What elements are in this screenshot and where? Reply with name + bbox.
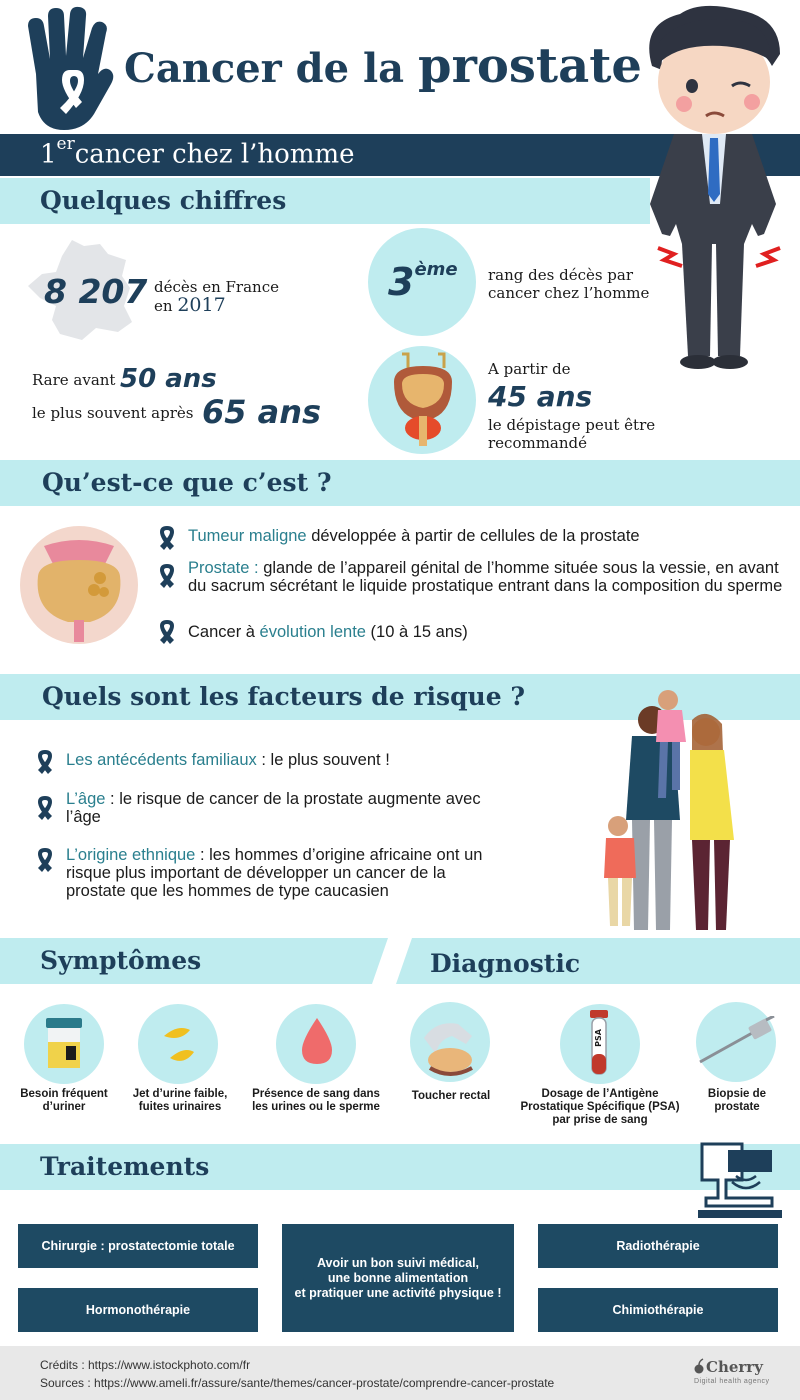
page-title: Cancer de la prostate — [124, 38, 642, 94]
tube-label: PSA — [594, 1029, 603, 1047]
footer — [0, 1346, 800, 1400]
section-title-diagnostic: Diagnostic — [430, 949, 581, 978]
screening-text: le dépistage peut être recommandé — [488, 416, 656, 452]
urine-sample-icon — [44, 1018, 84, 1070]
diagnostic-label: Biopsie de prostate — [707, 1088, 767, 1113]
ribbon-icon — [158, 562, 176, 590]
urine-drops-icon — [158, 1020, 198, 1070]
treatment-box-chirurgie: Chirurgie : prostatectomie totale — [18, 1224, 258, 1268]
quoi-item-1: Tumeur maligne développée à partir de cellules de la prostate — [188, 527, 640, 545]
screening-prefix: A partir de — [488, 360, 571, 378]
prostate-illustration — [20, 526, 138, 644]
glove-hand-icon — [414, 1010, 486, 1080]
ribbon-icon — [158, 618, 176, 646]
man-in-pain-illustration — [640, 4, 800, 374]
treatment-box-chimiotherapie: Chimiothérapie — [538, 1288, 778, 1332]
test-tube-icon — [586, 1010, 612, 1078]
ribbon-icon — [36, 748, 54, 776]
often-age: 65 ans — [202, 393, 322, 431]
subtitle: 1ercancer chez l’homme — [40, 134, 355, 170]
sources-text: Sources : https://www.ameli.fr/assure/sante/themes/cancer-prostate/comprendre-cancer-prostate — [40, 1376, 555, 1390]
diagnostic-label: Toucher rectal — [411, 1090, 491, 1102]
rank-number: 3ème — [388, 259, 458, 304]
rank-text: rang des décès par cancer chez l’homme — [488, 266, 650, 302]
rare-label: Rare avant — [32, 371, 116, 389]
credits-text: Crédits : https://www.istockphoto.com/fr — [40, 1358, 251, 1372]
deaths-text: décès en France en 2017 — [154, 278, 279, 316]
quoi-item-3: Cancer à évolution lente (10 à 15 ans) — [188, 623, 468, 641]
section-title-chiffres: Quelques chiffres — [40, 186, 287, 215]
symptom-label: Jet d’urine faible, fuites urinaires — [132, 1088, 228, 1113]
cherry-logo-icon — [692, 1358, 706, 1374]
section-title-risques: Quels sont les facteurs de risque ? — [42, 682, 525, 711]
ribbon-icon — [36, 846, 54, 874]
treatment-box-hormonotherapie: Hormonothérapie — [18, 1288, 258, 1332]
treatment-box-radiotherapie: Radiothérapie — [538, 1224, 778, 1268]
symptom-label: Présence de sang dans les urines ou le sperme — [252, 1088, 380, 1113]
brand-tagline: Digital health agency — [694, 1378, 770, 1385]
radiotherapy-machine-icon — [692, 1140, 786, 1224]
rare-age: 50 ans — [120, 364, 217, 394]
hand-ribbon-logo-icon — [18, 4, 118, 134]
risk-item-2: L’âge : le risque de cancer de la prostate augmente avec l’âge — [66, 790, 481, 826]
screening-age: 45 ans — [488, 380, 593, 413]
deaths-number: 8 207 — [44, 272, 148, 311]
ribbon-icon — [158, 524, 176, 552]
biopsy-needle-icon — [696, 1016, 776, 1068]
risk-item-3: L’origine ethnique : les hommes d’origine africaine ont un risque plus important de développer un cancer de la prostate que les hommes de type caucasien — [66, 846, 483, 900]
risk-item-1: Les antécédents familiaux : le plus souvent ! — [66, 751, 390, 769]
family-illustration — [596, 680, 746, 936]
quoi-item-2: Prostate : glande de l’appareil génital de l’homme située sous la vessie, en avant du sacrum sécrétant le liquide prostatique entrant dans la composition du sperme — [188, 559, 783, 595]
often-label: le plus souvent après — [32, 404, 194, 422]
ribbon-icon — [36, 794, 54, 822]
section-title-traitements: Traitements — [40, 1152, 210, 1181]
advice-box: Avoir un bon suivi médical, une bonne alimentation et pratiquer une activité physique ! — [282, 1224, 514, 1332]
blood-drop-icon — [300, 1016, 334, 1066]
section-title-symptomes: Symptômes — [40, 946, 202, 975]
symptom-label: Besoin fréquent d’uriner — [20, 1088, 108, 1113]
brand-name: Cherry — [706, 1358, 763, 1376]
bladder-prostate-icon — [384, 352, 462, 448]
section-title-quoi: Qu’est-ce que c’est ? — [42, 468, 332, 497]
diagnostic-label: Dosage de l’Antigène Prostatique Spécifique (PSA) par prise de sang — [520, 1088, 680, 1126]
